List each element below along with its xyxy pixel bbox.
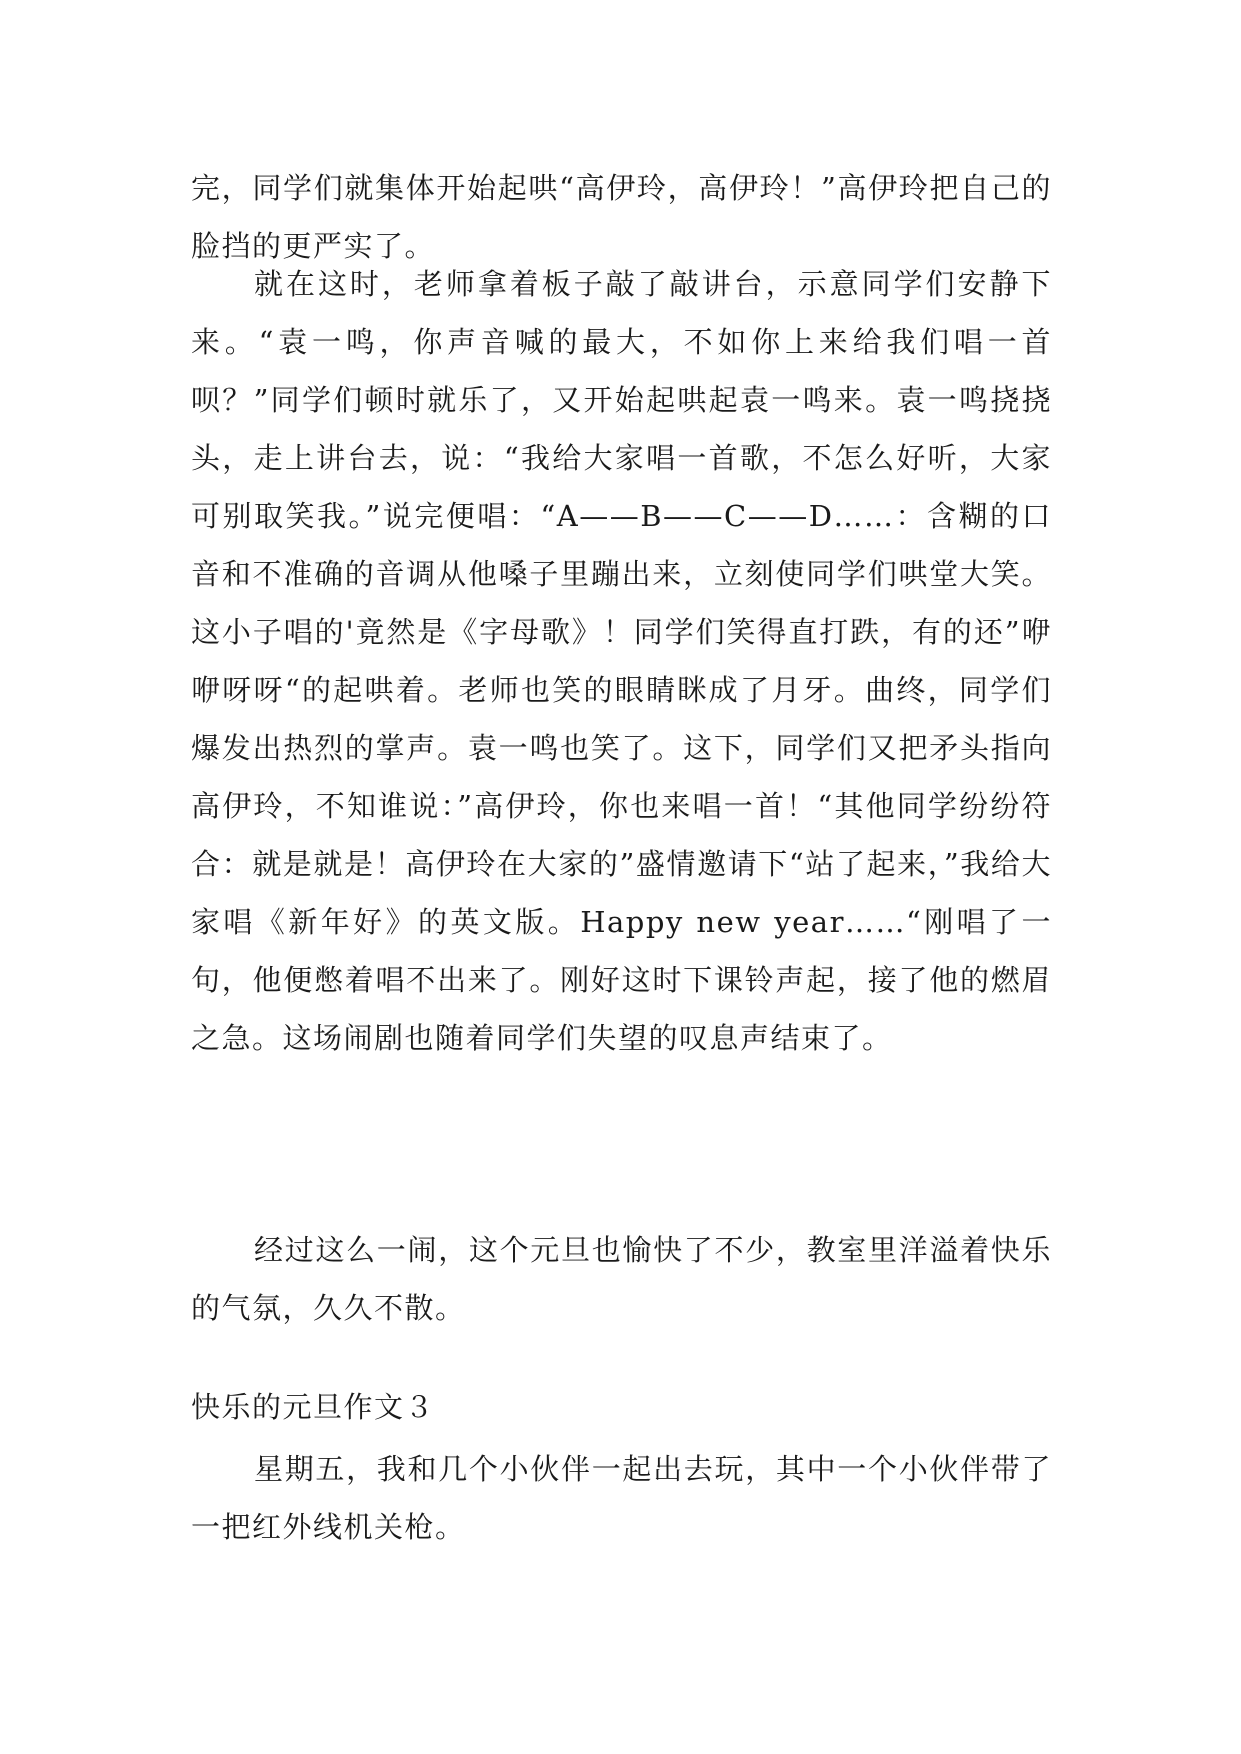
paragraph-block <box>191 1440 1052 1556</box>
paragraph-block <box>191 1221 1052 1337</box>
paragraph-block <box>191 255 1052 1067</box>
paragraph: 经过这么一闹，这个元旦也愉快了不少，教室里洋溢着快乐的气氛，久久不散。 <box>191 1233 1052 1325</box>
paragraph: 星期五，我和几个小伙伴一起出去玩，其中一个小伙伴带了一把红外线机关枪。 <box>191 1452 1052 1544</box>
section-title: 快乐的元旦作文３ <box>191 1390 436 1424</box>
paragraph: 就在这时，老师拿着板子敲了敲讲台，示意同学们安静下来。“袁一鸣，你声音喊的最大，不如你上来给我们唱一首呗？”同学们顿时就乐了，又开始起哄起袁一鸣来。袁一鸣挠挠头，走上讲台去，说：“我给大家唱一首歌，不怎么好听，大家可别取笑我。”说完便唱：“A——B——C——D……：含糊的口音和不准确的音调从他嗓子里蹦出来，立刻使同学们哄堂大笑。这小子唱的'竟然是《字母歌》！同学们笑得直打跌，有的还”咿咿呀呀“的起哄着。老师也笑的眼睛眯成了月牙。曲终，同学们爆发出热烈的掌声。袁一鸣也笑了。这下，同学们又把矛头指向高伊玲，不知谁说：”高伊玲，你也来唱一首！“其他同学纷纷符合：就是就是！高伊玲在大家的”盛情邀请下“站了起来，”我给大家唱《新年好》的英文版。Happy new year……“刚唱了一句，他便憋着唱不出来了。刚好这时下课铃声起，接了他的燃眉之急。这场闹剧也随着同学们失望的叹息声结束了。 <box>191 267 1052 1055</box>
paragraph: 完，同学们就集体开始起哄“高伊玲，高伊玲！”高伊玲把自己的脸挡的更严实了。 <box>191 171 1052 263</box>
